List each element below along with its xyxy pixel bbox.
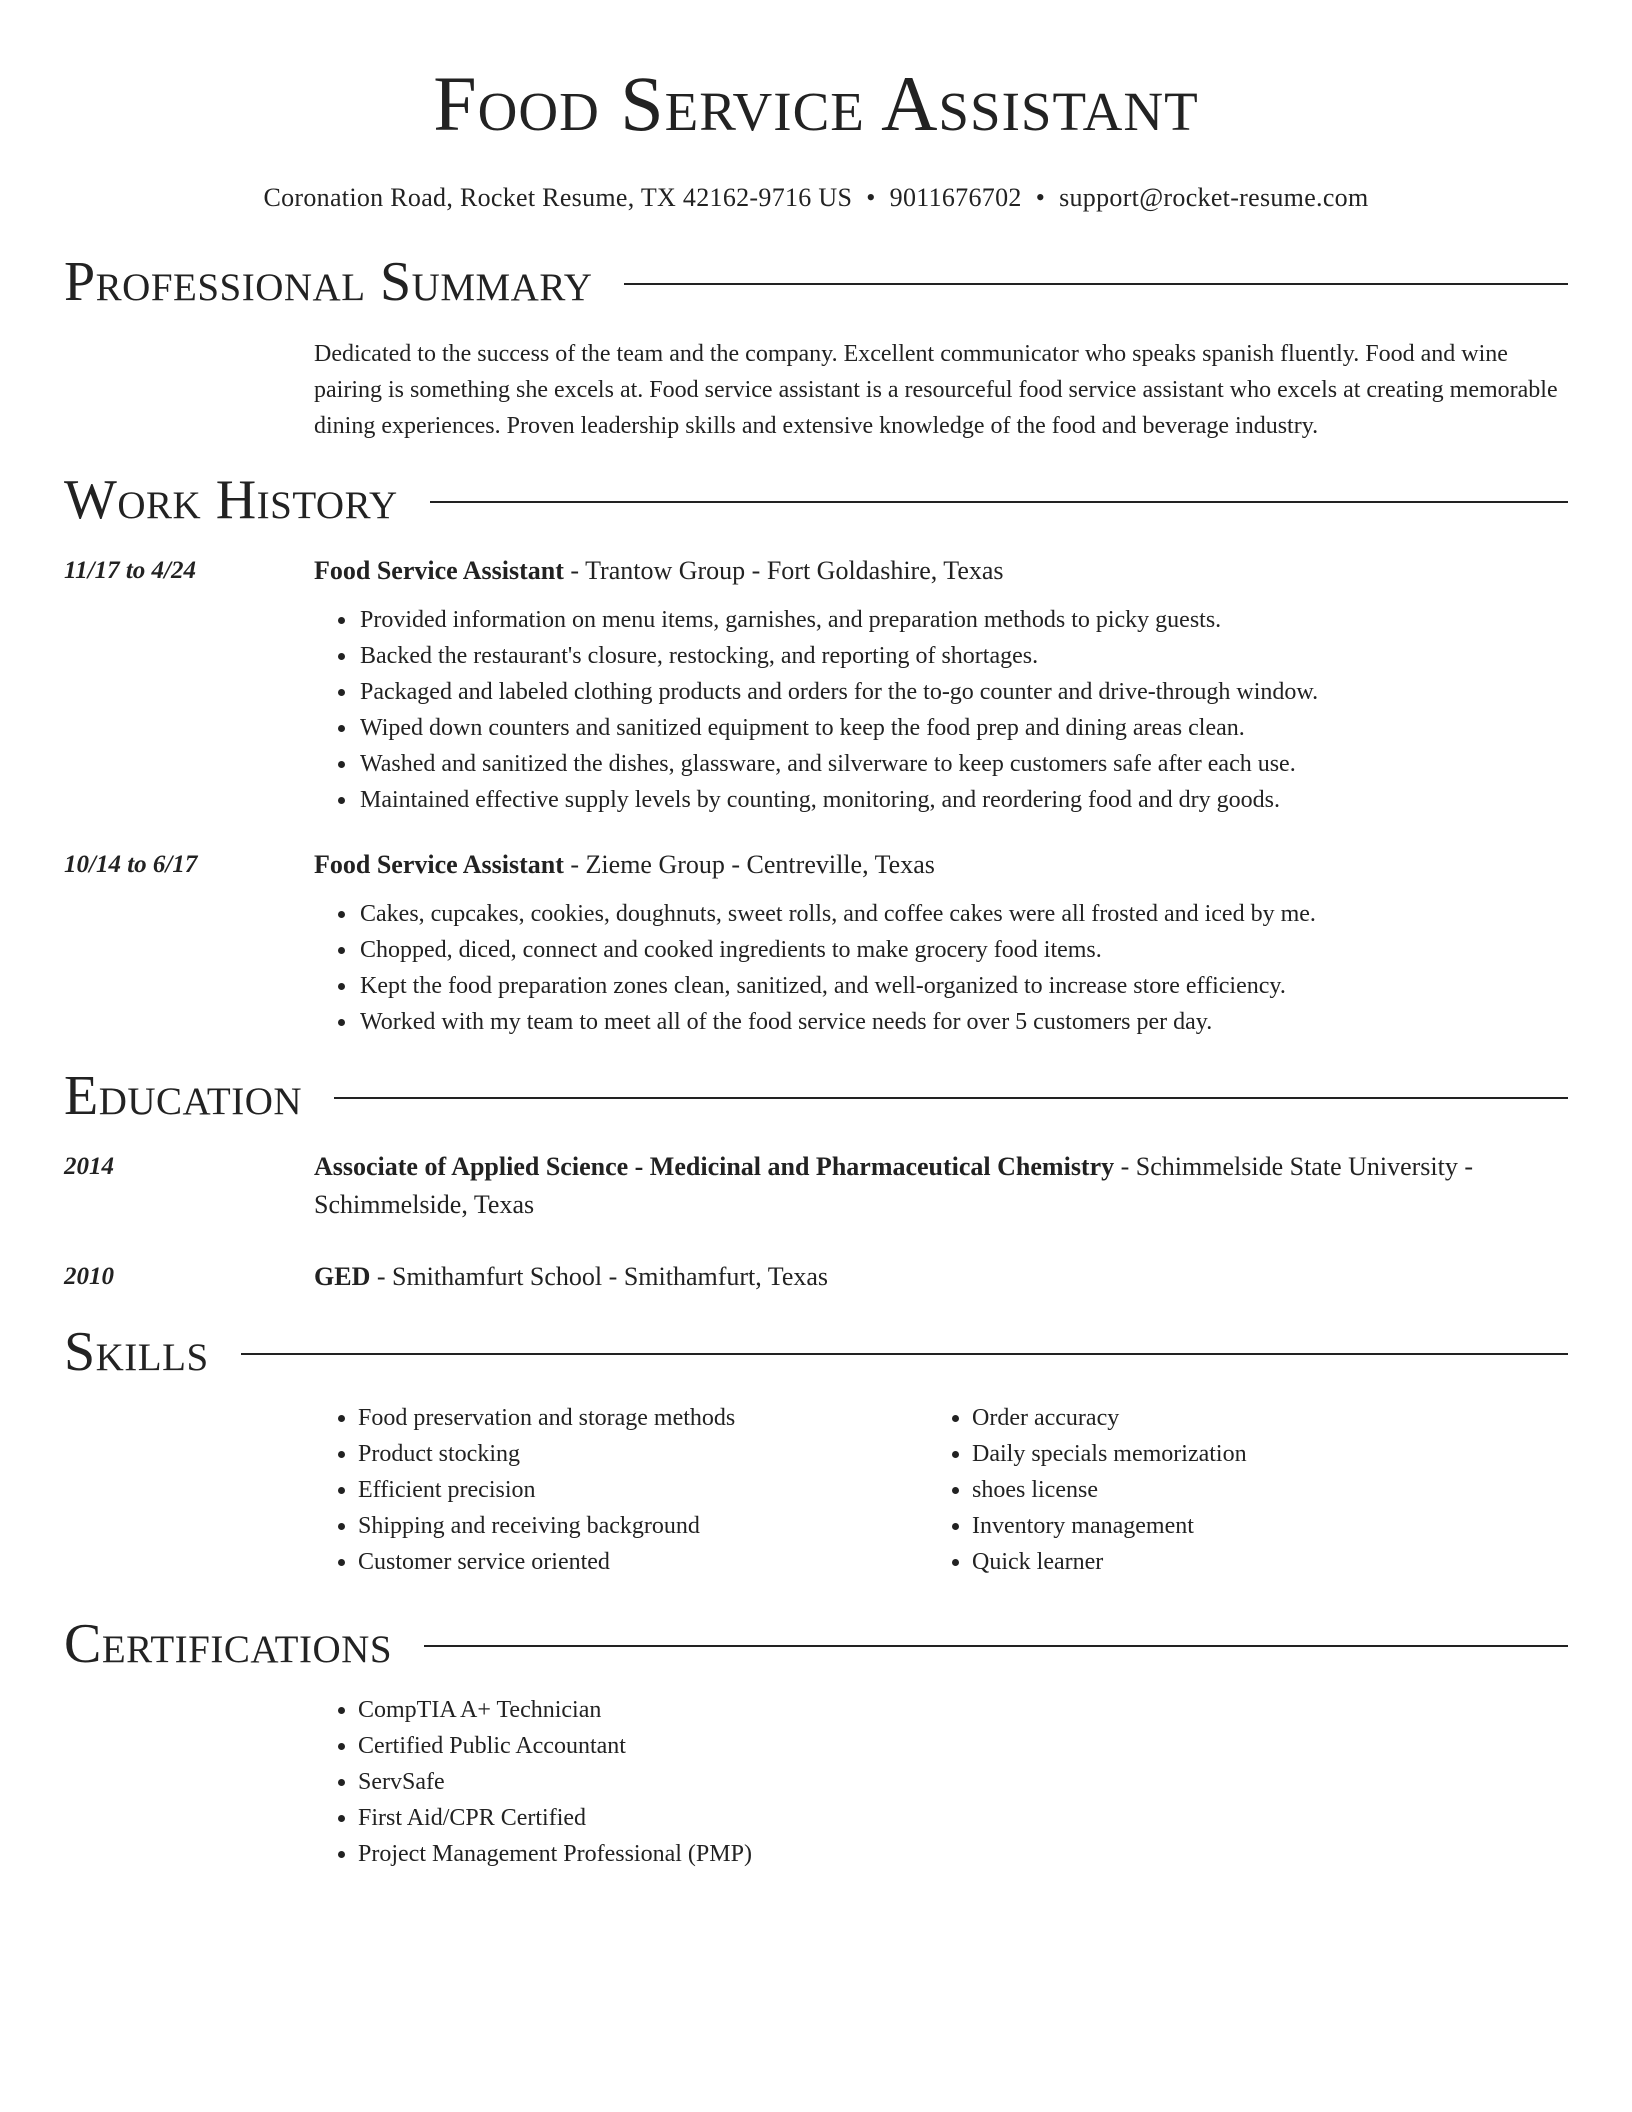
list-item: • Efficient precision bbox=[358, 1472, 928, 1508]
certifications-heading: Certifications bbox=[64, 1613, 393, 1675]
section-divider bbox=[424, 1645, 1568, 1647]
job-bullets bbox=[314, 602, 1568, 818]
list-item: • Provided information on menu items, garnishes, and preparation methods to picky guests. bbox=[358, 602, 1568, 638]
education-content bbox=[314, 1258, 1568, 1296]
job-title-line bbox=[314, 552, 1568, 590]
skills-column-right bbox=[928, 1400, 1542, 1580]
education-details: - Smithamfurt School - Smithamfurt, Texas bbox=[370, 1262, 829, 1291]
summary-heading: Professional Summary bbox=[64, 251, 593, 313]
education-entry bbox=[64, 1258, 1568, 1296]
education-year: 2010 bbox=[64, 1263, 114, 1290]
resume-name: Food Service Assistant bbox=[433, 60, 1199, 147]
education-heading: Education bbox=[64, 1065, 303, 1127]
summary-text: Dedicated to the success of the team and the company. Excellent communicator who speaks spanish fluently. Food and wine pairing is something she excels at. Food service assistant is a resourceful food service assistant who excels at creating memorable dining experiences. Proven leadership skills and extensive knowledge of the food and beverage industry. bbox=[314, 341, 1558, 439]
job-bullets bbox=[314, 896, 1568, 1040]
list-item: • Order accuracy bbox=[972, 1400, 1542, 1436]
job-details: - Trantow Group - Fort Goldashire, Texas bbox=[563, 556, 1004, 585]
section-divider bbox=[430, 501, 1568, 503]
list-item: • Maintained effective supply levels by counting, monitoring, and reordering food and dry goods. bbox=[358, 782, 1568, 818]
contact-separator: • bbox=[1035, 183, 1046, 212]
job-title-line bbox=[314, 846, 1568, 884]
section-divider bbox=[241, 1353, 1568, 1355]
list-item: • Daily specials memorization bbox=[972, 1436, 1542, 1472]
education-content bbox=[314, 1148, 1568, 1224]
list-item: • Chopped, diced, connect and cooked ingredients to make grocery food items. bbox=[358, 932, 1568, 968]
list-item: • Wiped down counters and sanitized equipment to keep the food prep and dining areas clean. bbox=[358, 710, 1568, 746]
job-title: Food Service Assistant bbox=[314, 556, 564, 585]
work-section-header bbox=[64, 468, 1568, 532]
job-content bbox=[314, 846, 1568, 1040]
job-entry bbox=[64, 846, 1568, 1040]
skills-list bbox=[314, 1400, 1568, 1580]
list-item: • Backed the restaurant's closure, restocking, and reporting of shortages. bbox=[358, 638, 1568, 674]
contact-separator: • bbox=[866, 183, 876, 212]
certifications-column bbox=[314, 1692, 928, 1872]
work-heading: Work History bbox=[64, 469, 398, 531]
list-item: • Washed and sanitized the dishes, glassware, and silverware to keep customers safe after each use. bbox=[358, 746, 1568, 782]
list-item: • CompTIA A+ Technician bbox=[358, 1692, 928, 1728]
skills-heading: Skills bbox=[64, 1321, 209, 1383]
contact-line bbox=[64, 182, 1568, 214]
list-item: • First Aid/CPR Certified bbox=[358, 1800, 928, 1836]
list-item: • Project Management Professional (PMP) bbox=[358, 1836, 928, 1872]
education-year: 2014 bbox=[64, 1153, 114, 1180]
list-item: • Inventory management bbox=[972, 1508, 1542, 1544]
certifications-list bbox=[314, 1692, 1568, 1872]
education-details: - Schimmelside State University - Schimmelside, Texas bbox=[314, 1152, 1474, 1219]
skills-section-header bbox=[64, 1320, 1568, 1384]
list-item: • Worked with my team to meet all of the food service needs for over 5 customers per day. bbox=[358, 1004, 1568, 1040]
job-dates: 10/14 to 6/17 bbox=[64, 851, 198, 878]
section-divider bbox=[624, 283, 1568, 285]
job-dates: 11/17 to 4/24 bbox=[64, 557, 196, 584]
education-section-header bbox=[64, 1064, 1568, 1128]
education-entry bbox=[64, 1148, 1568, 1224]
list-item: • ServSafe bbox=[358, 1764, 928, 1800]
contact-phone: 9011676702 bbox=[889, 183, 1022, 212]
summary-section-header bbox=[64, 250, 1568, 314]
list-item: • Certified Public Accountant bbox=[358, 1728, 928, 1764]
list-item: • Food preservation and storage methods bbox=[358, 1400, 928, 1436]
contact-address: Coronation Road, Rocket Resume, TX 42162-9716 US bbox=[263, 183, 853, 212]
list-item: • Kept the food preparation zones clean, sanitized, and well-organized to increase store efficiency. bbox=[358, 968, 1568, 1004]
section-divider bbox=[334, 1097, 1568, 1099]
education-degree: GED bbox=[314, 1262, 371, 1291]
list-item: • Cakes, cupcakes, cookies, doughnuts, sweet rolls, and coffee cakes were all frosted and iced by me. bbox=[358, 896, 1568, 932]
education-degree: Associate of Applied Science - Medicinal and Pharmaceutical Chemistry bbox=[314, 1152, 1115, 1181]
skills-column-left bbox=[314, 1400, 928, 1580]
job-details: - Zieme Group - Centreville, Texas bbox=[563, 850, 935, 879]
list-item: • Quick learner bbox=[972, 1544, 1542, 1580]
certifications-section-header bbox=[64, 1612, 1568, 1676]
list-item: • Packaged and labeled clothing products and orders for the to-go counter and drive-through window. bbox=[358, 674, 1568, 710]
education-line bbox=[314, 1148, 1568, 1224]
job-title: Food Service Assistant bbox=[314, 850, 564, 879]
contact-email: support@rocket-resume.com bbox=[1059, 183, 1369, 212]
list-item: • Shipping and receiving background bbox=[358, 1508, 928, 1544]
job-entry bbox=[64, 552, 1568, 818]
list-item: • Customer service oriented bbox=[358, 1544, 928, 1580]
list-item: • Product stocking bbox=[358, 1436, 928, 1472]
job-content bbox=[314, 552, 1568, 818]
education-line bbox=[314, 1258, 1568, 1296]
list-item: • shoes license bbox=[972, 1472, 1542, 1508]
